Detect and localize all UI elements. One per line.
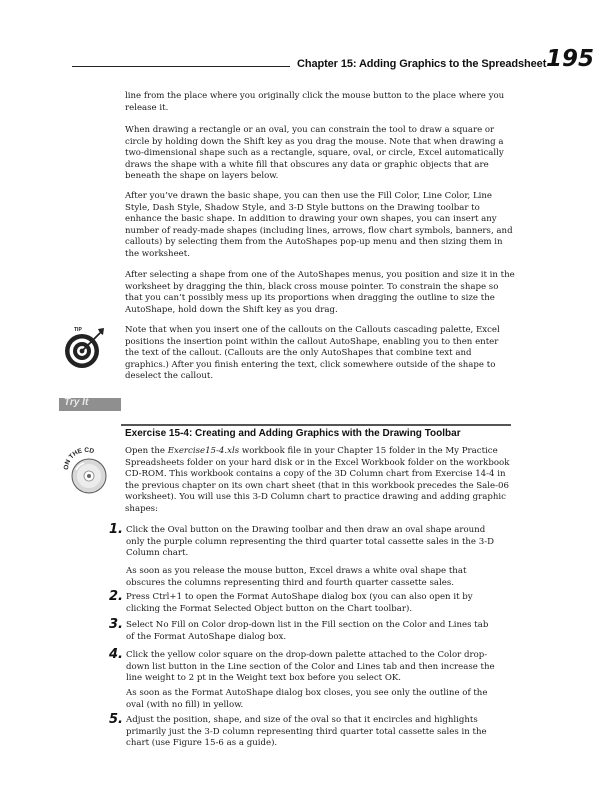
- step-number: 5.: [109, 712, 123, 727]
- step-note: As soon as you release the mouse button, Excel draws a white oval shape that obscures the columns representing third and fourth quarter cassette sales.: [126, 566, 467, 588]
- step-text: Adjust the position, shape, and size of the oval so that it encircles and highlights primarily just the 3-D column representing third quarter total cassette sales in the chart (use Figure 15-6 as a guide).: [126, 715, 487, 749]
- svg-text:ON THE CD: ON THE CD: [62, 446, 95, 471]
- tip-paragraph: Note that when you insert one of the callouts on the Callouts cascading palette, Excel positions the insertion point within the callout AutoShape, enabling you to then enter the text of the callout. (Callouts are the only AutoShapes that combine text and graphics.) After you finish entering the text, click somewhere outside of the shape to deselect the callout.: [125, 325, 500, 382]
- exercise-title: Exercise 15-4: Creating and Adding Graphics with the Drawing Toolbar: [125, 428, 461, 439]
- paragraph-4: After selecting a shape from one of the AutoShapes menus, you position and size it in the worksheet by dragging the thin, black cross mouse pointer. To constrain the shape so that you can’t possibly mess up its proportions when dragging the outline to size the AutoShape, hold down the Shift key as you drag.: [125, 270, 515, 315]
- try-it-label: Try It: [64, 397, 89, 408]
- step-number: 2.: [109, 589, 123, 604]
- paragraph-2: When drawing a rectangle or an oval, you can constrain the tool to draw a square or circle by holding down the Shift key as you drag the mouse. Note that when drawing a two-dimensional shape such as a rectangle, square, oval, or circle, Excel automatically draws the shape with a white fill that obscures any data or graphic objects that are beneath the shape on layers below.: [125, 125, 504, 182]
- on-the-cd-icon: [62, 446, 112, 496]
- step-text: Click the yellow color square on the drop-down palette attached to the Color drop-down list button in the Line section of the Color and Lines tab and then increase the line weight to 2 pt in the Weight text box before you select OK.: [126, 650, 495, 684]
- exercise-intro: [125, 446, 515, 516]
- chapter-title: Chapter 15: Adding Graphics to the Spreadsheet: [297, 58, 547, 70]
- step-text: Select No Fill on Color drop-down list in the Fill section on the Color and Lines tab of the Format AutoShape dialog box.: [126, 620, 489, 642]
- step-note: As soon as the Format AutoShape dialog box closes, you see only the outline of the oval (with no fill) in yellow.: [126, 688, 488, 710]
- step-number: 3.: [109, 617, 123, 632]
- tip-target-icon: [62, 325, 106, 371]
- try-it-rule: [121, 424, 511, 426]
- exercise-file-name: Exercise15-4.xls: [167, 446, 240, 456]
- step-text: Click the Oval button on the Drawing toolbar and then draw an oval shape around only the purple column representing the third quarter total cassette sales in the 3-D Column chart.: [126, 525, 495, 559]
- intro-text-end: workbook file in your Chapter 15 folder in the My Practice Spreadsheets folder on your hard disk or in the Excel Workbook folder on the workbook CD-ROM. This workbook contains a copy of the 3D Column chart from Exercise 14-4 in the previous chapter on its own chart sheet (that in this workbook precedes the Sale-06 worksheet). You will use this 3-D Column chart to practice drawing and adding graphic shapes:: [125, 446, 510, 514]
- step-text: Press Ctrl+1 to open the Format AutoShape dialog box (you can also open it by clicking the Format Selected Object button on the Chart toolbar).: [126, 592, 473, 614]
- page-number: 195: [546, 46, 595, 72]
- intro-text-start: Open the: [125, 446, 168, 456]
- step-number: 4.: [109, 647, 123, 662]
- paragraph-3: After you’ve drawn the basic shape, you can then use the Fill Color, Line Color, Line Style, Dash Style, Shadow Style, and 3-D Style buttons on the Drawing toolbar to enhance the basic shape. In addition to drawing your own shapes, you can insert any number of ready-made shapes (including lines, arrows, flow chart symbols, banners, and callouts) by selecting them from the AutoShapes pop-up menu and then sizing them in the worksheet.: [125, 191, 513, 259]
- tip-label: TIP: [74, 327, 82, 333]
- step-number: 1.: [109, 522, 123, 537]
- paragraph-1: line from the place where you originally click the mouse button to the place where you release it.: [125, 91, 505, 113]
- header-rule: [72, 66, 290, 67]
